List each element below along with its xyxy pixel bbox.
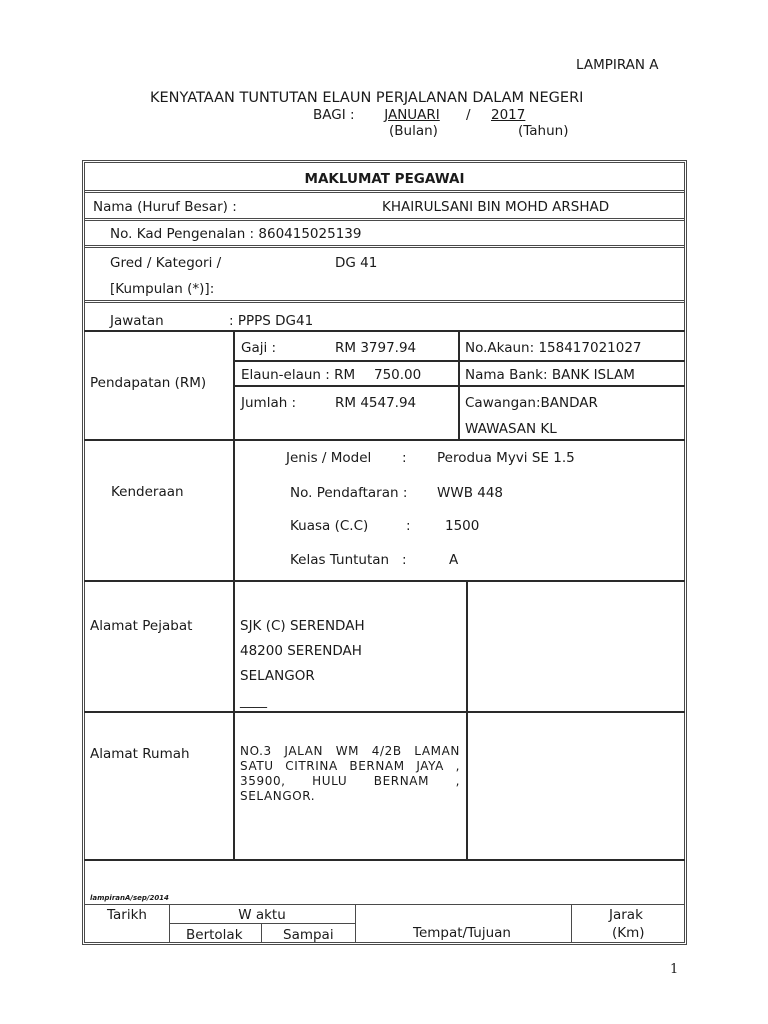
column-divider	[233, 331, 235, 440]
pendaftaran-value: WWB 448	[437, 485, 504, 501]
kuasa-colon: :	[406, 518, 411, 534]
pejabat-line2: 48200 SERENDAH	[240, 643, 362, 659]
kuasa-value: 1500	[445, 518, 480, 534]
sampai-header: Sampai	[283, 927, 334, 943]
pejabat-line1: SJK (C) SERENDAH	[240, 618, 365, 634]
gaji-label: Gaji :	[241, 340, 277, 356]
pejabat-line3: SELANGOR	[240, 668, 315, 684]
kumpulan-label: [Kumpulan (*)]:	[110, 281, 215, 297]
jenis-label: Jenis / Model	[286, 450, 372, 466]
year-value: 2017	[491, 107, 526, 123]
tempat-header: Tempat/Tujuan	[413, 925, 511, 941]
bank-name: Nama Bank: BANK ISLAM	[465, 367, 635, 383]
row-divider	[84, 192, 685, 193]
nama-label: Nama (Huruf Besar) :	[93, 199, 237, 215]
jenis-colon: :	[402, 450, 407, 466]
column-divider	[261, 924, 262, 943]
month-year-separator: /	[466, 107, 471, 123]
row-divider	[84, 330, 685, 332]
row-divider	[84, 218, 685, 219]
waktu-header: W aktu	[238, 907, 286, 923]
jawatan-value: : PPPS DG41	[229, 313, 314, 329]
pejabat-line4: ____	[240, 693, 267, 709]
rumah-address: NO.3 JALAN WM 4/2B LAMAN SATU CITRINA BERNAM JAYA , 35900, HULU BERNAM , SELANGOR.	[240, 744, 460, 803]
rumah-label: Alamat Rumah	[90, 746, 190, 762]
row-divider	[84, 580, 685, 582]
row-divider	[84, 302, 685, 303]
row-divider	[84, 245, 685, 246]
kelas-label: Kelas Tuntutan	[290, 552, 390, 568]
gred-label: Gred / Kategori /	[110, 255, 222, 271]
jawatan-label: Jawatan	[110, 313, 164, 329]
bagi-label: BAGI :	[313, 107, 355, 123]
column-divider	[355, 905, 356, 943]
column-divider	[571, 905, 572, 943]
row-divider	[84, 220, 685, 221]
column-divider	[233, 440, 235, 581]
account-number: No.Akaun: 158417021027	[465, 340, 642, 356]
gaji-value: RM 3797.94	[335, 340, 417, 356]
jarak-header: Jarak	[609, 907, 643, 923]
jumlah-value: RM 4547.94	[335, 395, 417, 411]
pendapatan-label: Pendapatan (RM)	[90, 375, 207, 391]
ic-number: No. Kad Pengenalan : 860415025139	[110, 226, 362, 242]
nama-value: KHAIRULSANI BIN MOHD ARSHAD	[382, 199, 610, 215]
km-header: (Km)	[612, 925, 645, 941]
row-divider	[84, 439, 685, 441]
pejabat-label: Alamat Pejabat	[90, 618, 193, 634]
gred-value: DG 41	[335, 255, 378, 271]
jenis-value: Perodua Myvi SE 1.5	[437, 450, 575, 466]
column-divider	[466, 581, 468, 860]
row-divider	[84, 300, 685, 301]
month-value: JANUARI	[384, 107, 440, 123]
row-divider	[84, 711, 685, 713]
document-title: KENYATAAN TUNTUTAN ELAUN PERJALANAN DALAM NEGERI	[150, 90, 584, 106]
kelas-colon: :	[402, 552, 407, 568]
jumlah-label: Jumlah :	[241, 395, 297, 411]
elaun-label: Elaun-elaun : RM	[241, 367, 356, 383]
lampiran-label: LAMPIRAN A	[576, 57, 659, 73]
table-top-rule	[84, 904, 685, 905]
column-divider	[233, 581, 235, 860]
bank-branch-line1: Cawangan:BANDAR	[465, 395, 598, 411]
tarikh-header: Tarikh	[107, 907, 147, 923]
column-divider	[458, 331, 460, 440]
elaun-value: 750.00	[374, 367, 422, 383]
bank-branch-line2: WAWASAN KL	[465, 421, 557, 437]
pendaftaran-label: No. Pendaftaran :	[290, 485, 408, 501]
page-number: 1	[670, 962, 679, 977]
kuasa-label: Kuasa (C.C)	[290, 518, 369, 534]
section-title: MAKLUMAT PEGAWAI	[304, 171, 465, 187]
kenderaan-label: Kenderaan	[111, 484, 184, 500]
row-divider	[84, 859, 685, 861]
form-code: lampiranA/sep/2014	[90, 894, 169, 902]
row-divider	[84, 190, 685, 191]
month-caption: (Bulan)	[389, 123, 438, 139]
bertolak-header: Bertolak	[186, 927, 243, 943]
kelas-value: A	[449, 552, 459, 568]
year-caption: (Tahun)	[518, 123, 569, 139]
row-divider	[169, 923, 355, 924]
row-divider	[84, 247, 685, 248]
